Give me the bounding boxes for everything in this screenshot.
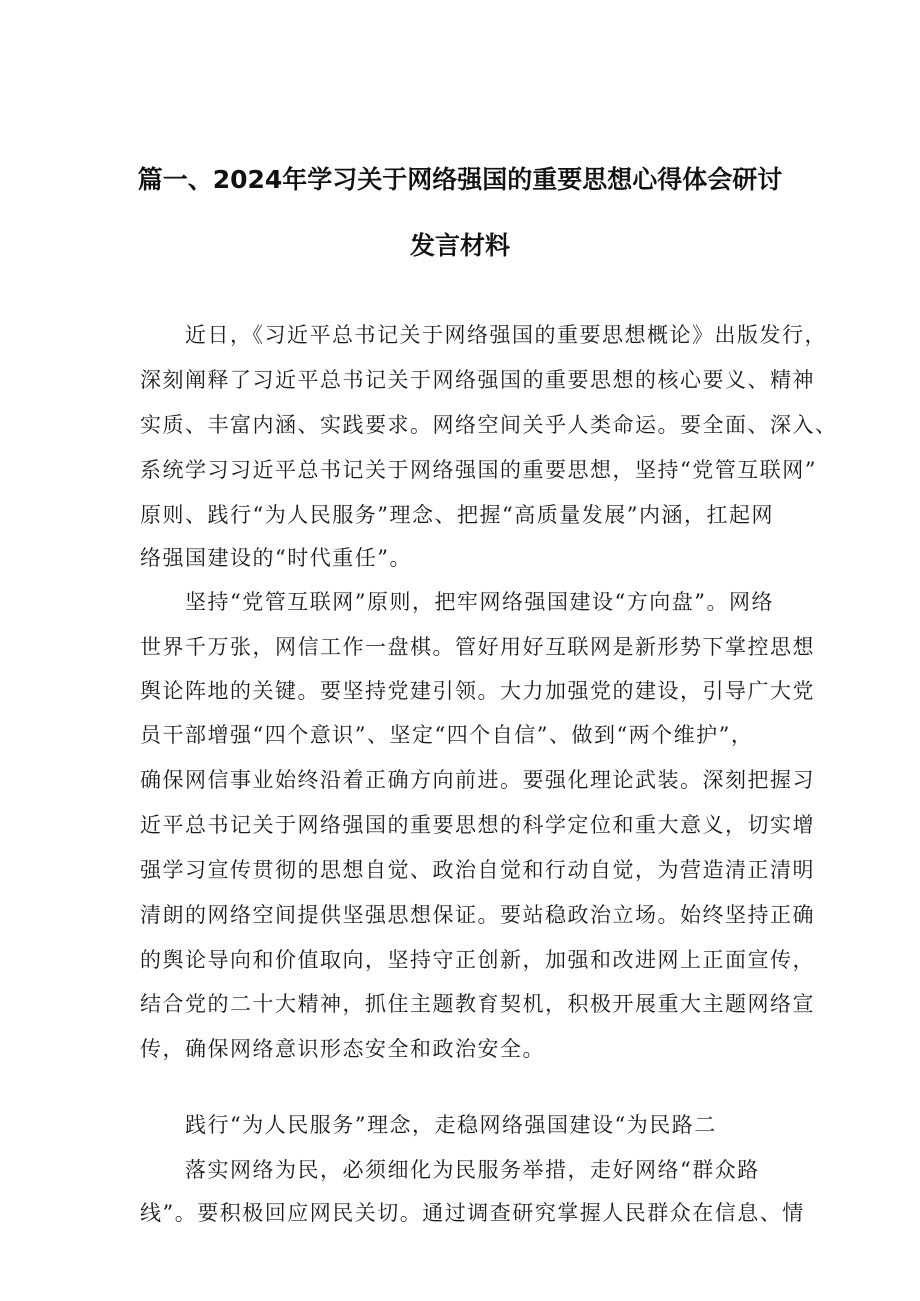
paragraph-2-line-1: 坚持“党管互联网”原则，把牢网络强国建设“方向盘”。网络 bbox=[185, 590, 774, 614]
paragraph-1-line-2: 深刻阐释了习近平总书记关于网络强国的重要思想的核心要义、精神 bbox=[140, 368, 815, 392]
paragraph-2-line-6: 近平总书记关于网络强国的重要思想的科学定位和重大意义，切实增 bbox=[140, 813, 815, 837]
document-title-line-2: 发言材料 bbox=[409, 231, 510, 260]
paragraph-1-line-1: 近日，《习近平总书记关于网络强国的重要思想概论》出版发行， bbox=[185, 323, 827, 347]
paragraph-2-line-11: 传，确保网络意识形态安全和政治安全。 bbox=[140, 1037, 545, 1061]
paragraph-3-line-1: 落实网络为民，必须细化为民服务举措，走好网络“群众路 bbox=[185, 1158, 760, 1182]
paragraph-2-line-5: 确保网信事业始终沿着正确方向前进。要强化理论武装。深刻把握习 bbox=[140, 768, 815, 792]
paragraph-2-line-4: 员干部增强“四个意识”、坚定“四个自信”、做到“两个维护”， bbox=[140, 723, 754, 747]
document-title-line-1: 篇一、2024年学习关于网络强国的重要思想心得体会研讨 bbox=[137, 165, 783, 194]
paragraph-2-line-8: 清朗的网络空间提供坚强思想保证。要站稳政治立场。始终坚持正确 bbox=[140, 903, 815, 927]
paragraph-2-line-10: 结合党的二十大精神，抓住主题教育契机，积极开展重大主题网络宣 bbox=[140, 992, 815, 1016]
paragraph-2-line-2: 世界千万张，网信工作一盘棋。管好用好互联网是新形势下掌控思想 bbox=[140, 635, 815, 659]
paragraph-2-line-3: 舆论阵地的关键。要坚持党建引领。大力加强党的建设，引导广大党 bbox=[140, 679, 815, 703]
paragraph-2-line-7: 强学习宣传贯彻的思想自觉、政治自觉和行动自觉，为营造清正清明 bbox=[140, 858, 815, 882]
paragraph-1-line-6: 络强国建设的“时代重任”。 bbox=[140, 546, 412, 570]
paragraph-2-line-9: 的舆论导向和价值取向，坚持守正创新，加强和改进网上正面宣传， bbox=[140, 948, 815, 972]
paragraph-1-line-5: 原则、践行“为人民服务”理念、把握“高质量发展”内涵，扛起网 bbox=[140, 503, 774, 527]
section-heading: 践行“为人民服务”理念，走稳网络强国建设“为民路二 bbox=[185, 1113, 717, 1137]
paragraph-1-line-3: 实质、丰富内涵、实践要求。网络空间关乎人类命运。要全面、深入、 bbox=[140, 413, 838, 437]
paragraph-1-line-4: 系统学习习近平总书记关于网络强国的重要思想，坚持“党管互联网” bbox=[140, 458, 817, 482]
paragraph-3-line-2: 线”。要积极回应网民关切。通过调查研究掌握人民群众在信息、情 bbox=[140, 1201, 805, 1225]
